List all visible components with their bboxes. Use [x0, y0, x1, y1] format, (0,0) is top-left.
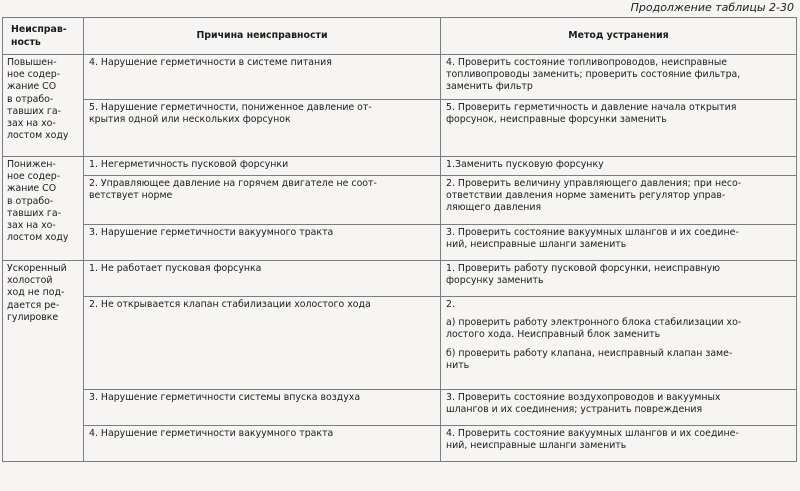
- table-row: [3, 426, 797, 462]
- method-step-number: 2.: [446, 299, 455, 310]
- table-row: [3, 297, 797, 390]
- method-cell: 1.Заменить пусковую форсунку: [441, 157, 797, 176]
- method-cell: 1. Проверить работу пусковой форсунки, неисправную форсунку заменить: [441, 261, 797, 297]
- fault-cell: Понижен- ное содер- жание СО в отрабо- тавших га- зах на хо- лостом ходу: [3, 157, 84, 261]
- cause-cell: 4. Нарушение герметичности вакуумного тракта: [84, 426, 441, 462]
- method-substep-a: а) проверить работу электронного блока стабилизации хо- лостого хода. Неисправный блок заменить: [446, 317, 742, 341]
- cause-cell: 1. Негерметичность пусковой форсунки: [84, 157, 441, 176]
- fault-cell: Ускоренный холостой ход не под- дается ре- гулировке: [3, 261, 84, 462]
- table-row: [3, 100, 797, 157]
- method-substep-b: б) проверить работу клапана, неисправный клапан заме- нить: [446, 347, 733, 371]
- cause-cell: 3. Нарушение герметичности системы впуска воздуха: [84, 390, 441, 426]
- header-cause: Причина неисправности: [84, 18, 441, 55]
- method-cell: 4. Проверить состояние вакуумных шлангов и их соедине- ний, неисправные шланги заменить: [441, 426, 797, 462]
- method-cell: [441, 297, 797, 390]
- header-fault: Неисправ- ность: [3, 18, 84, 55]
- cause-cell: 4. Нарушение герметичности в системе питания: [84, 55, 441, 100]
- table-row: [3, 55, 797, 100]
- method-cell: 5. Проверить герметичность и давление начала открытия форсунок, неисправные форсунки заменить: [441, 100, 797, 157]
- method-cell: 3. Проверить состояние вакуумных шлангов и их соедине- ний, неисправные шланги заменить: [441, 225, 797, 261]
- method-cell: 2. Проверить величину управляющего давления; при несо- ответствии давления норме заменить регулятор управ- ляющего давления: [441, 176, 797, 225]
- table-row: [3, 157, 797, 176]
- fault-table: [2, 17, 797, 462]
- method-cell: 4. Проверить состояние топливопроводов, неисправные топливопроводы заменить; проверить состояние фильтра, заменить фильтр: [441, 55, 797, 100]
- cause-cell: 2. Управляющее давление на горячем двигателе не соот- ветствует норме: [84, 176, 441, 225]
- header-method: Метод устранения: [441, 18, 797, 55]
- table-caption: Продолжение таблицы 2-30: [630, 1, 794, 14]
- table-row: [3, 390, 797, 426]
- fault-cell: Повышен- ное содер- жание СО в отрабо- тавших га- зах на хо- лостом ходу: [3, 55, 84, 157]
- table-row: [3, 261, 797, 297]
- table-row: [3, 176, 797, 225]
- table-row: [3, 225, 797, 261]
- cause-cell: 3. Нарушение герметичности вакуумного тракта: [84, 225, 441, 261]
- cause-cell: 2. Не открывается клапан стабилизации холостого хода: [84, 297, 441, 390]
- cause-cell: 5. Нарушение герметичности, пониженное давление от- крытия одной или нескольких форсунок: [84, 100, 441, 157]
- method-cell: 3. Проверить состояние воздухопроводов и вакуумных шлангов и их соединения; устранить повреждения: [441, 390, 797, 426]
- header-row: [3, 18, 797, 55]
- cause-cell: 1. Не работает пусковая форсунка: [84, 261, 441, 297]
